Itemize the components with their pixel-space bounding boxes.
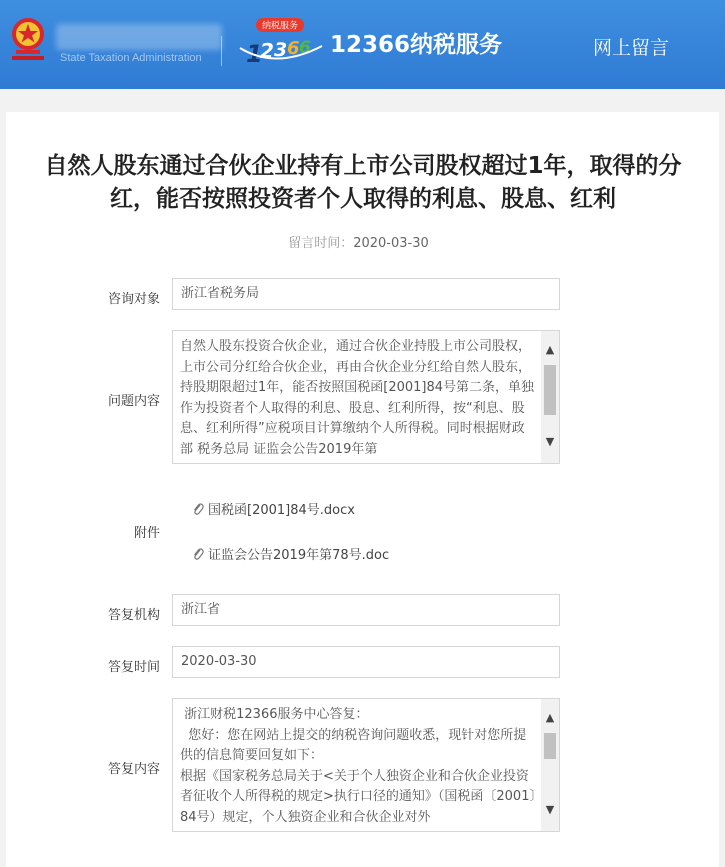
- header-divider: [221, 36, 222, 66]
- svg-text:1: 1: [246, 40, 263, 68]
- reply-content-text: 浙江财税12366服务中心答复： 您好：您在网站上提交的纳税咨询问题收悉，现针对您所提供的信息简要回复如下： 根据《国家税务总局关于<关于个人独资企业和合伙企业投资者征收个人所得税的规定>执行口径的通知》（国税函〔2001〕84号）规定，个人独资企业和合伙企业对外: [180, 707, 536, 825]
- attachment-link[interactable]: [192, 544, 389, 563]
- svg-text:6: 6: [299, 38, 311, 58]
- paperclip-icon: [192, 547, 204, 561]
- svg-text:6: 6: [287, 38, 300, 59]
- reply-org-field: 浙江省: [172, 594, 560, 626]
- attachment-filename: 国税函[2001]84号.docx: [208, 503, 355, 518]
- brand-english-name: State Taxation Administration: [60, 52, 202, 64]
- reply-time-label: 答复时间: [107, 660, 160, 675]
- consult-target-field: 浙江省税务局: [172, 278, 560, 310]
- message-date-label: 留言时间：: [288, 236, 354, 251]
- blurred-agency-name: [56, 24, 222, 50]
- reply-content-textarea[interactable]: [172, 698, 560, 832]
- question-scrollbar[interactable]: [541, 331, 559, 463]
- question-text: 自然人股东投资合伙企业，通过合伙企业持股上市公司股权，上市公司分红给合伙企业，再由合伙企业分红给自然人股东，持股期限超过1年，能否按照国税函[2001]84号第二条，单独作为投资者个人取得的利息、股息、红利所得，按“利息、股息、红利所得”应税项目计算缴纳个人所得税。同时根据财政部 税务总局 证监会公告2019年第: [180, 339, 535, 457]
- message-date-value: 2020-03-30: [353, 236, 429, 251]
- question-label: 问题内容: [107, 394, 160, 409]
- reply-scrollbar[interactable]: [541, 699, 559, 831]
- chevron-up-icon[interactable]: ▲: [545, 711, 555, 724]
- site-title: 12366纳税服务: [330, 32, 503, 58]
- svg-text:3: 3: [274, 39, 288, 61]
- chevron-down-icon[interactable]: ▼: [545, 435, 555, 448]
- logo-badge-text: 纳税服务: [261, 21, 299, 32]
- question-scroll-thumb[interactable]: [544, 365, 556, 415]
- reply-scroll-thumb[interactable]: [544, 733, 556, 759]
- question-textarea[interactable]: [172, 330, 560, 464]
- paperclip-icon: [192, 502, 204, 516]
- reply-time-field: 2020-03-30: [172, 646, 560, 678]
- reply-content-label: 答复内容: [107, 762, 160, 777]
- svg-text:2: 2: [260, 39, 274, 63]
- nav-online-message[interactable]: 网上留言: [593, 37, 670, 59]
- attachment-filename: 证监会公告2019年第78号.doc: [208, 548, 390, 563]
- chevron-down-icon[interactable]: ▼: [545, 803, 555, 816]
- message-date: [0, 232, 717, 251]
- 12366-logo-icon: [236, 12, 328, 74]
- reply-org-label: 答复机构: [107, 608, 160, 623]
- site-header: [0, 0, 725, 89]
- national-emblem-icon: [8, 14, 48, 62]
- attachments-label: 附件: [133, 526, 160, 541]
- attachment-link[interactable]: [192, 499, 355, 518]
- page-title: 自然人股东通过合伙企业持有上市公司股权超过1年，取得的分红，能否按照投资者个人取得的利息、股息、红利: [44, 153, 682, 212]
- chevron-up-icon[interactable]: ▲: [545, 343, 555, 356]
- consult-target-label: 咨询对象: [107, 292, 160, 307]
